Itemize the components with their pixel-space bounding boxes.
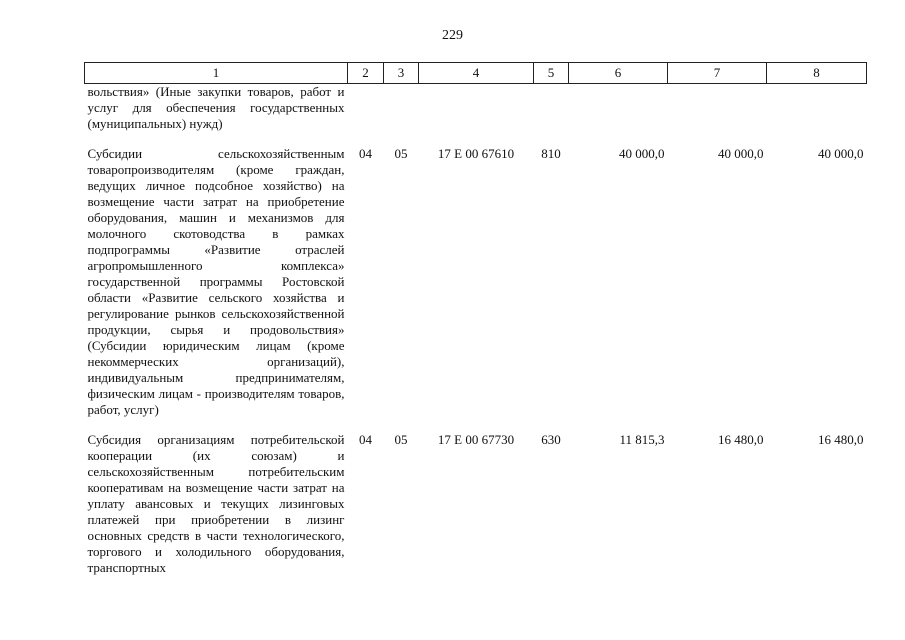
- row-target-article: [419, 84, 534, 133]
- column-header-5: 5: [534, 63, 569, 84]
- row-description: Субсидии сельскохозяйственным товаропроизводителям (кроме граждан, ведущих личное подсобное хозяйство) на возмещение части затрат на приобретение оборудования, машин и механизмов для молочного скотоводства в рамках подпрограммы «Развитие отраслей агропромышленного комплекса» государственной программы Ростовской области «Развитие сельского хозяйства и регулирование рынков сельскохозяйственной продукции, сырья и продовольствия» (Субсидии юридическим лицам (кроме некоммерческих организаций), индивидуальным предпринимателям, физическим лицам - производителям товаров, работ, услуг): [87, 146, 345, 417]
- row-amount-1: [569, 84, 668, 133]
- row-subsection: [384, 84, 419, 133]
- table-row: [85, 432, 867, 576]
- row-target-article: 17 Е 00 67610: [437, 146, 515, 161]
- row-subsection: 05: [394, 146, 408, 161]
- row-expense-type: [534, 84, 569, 133]
- column-header-6: 6: [569, 63, 668, 84]
- row-target-article: 17 Е 00 67730: [437, 432, 515, 447]
- row-amount-3: [767, 84, 867, 133]
- column-header-4: 4: [419, 63, 534, 84]
- page-number: 229: [442, 28, 463, 43]
- column-header-8: 8: [767, 63, 867, 84]
- row-amount-1: 11 815,3: [619, 432, 665, 447]
- row-spacer: [85, 418, 867, 432]
- row-expense-type: 630: [541, 432, 561, 447]
- row-expense-type: 810: [541, 146, 561, 161]
- row-description: Субсидия организациям потребительской кооперации (их союзам) и сельскохозяйственным потребительским кооперативам на возмещение части затрат на уплату авансовых и текущих лизинговых платежей при приобретении в лизинг основных средств в части технологического, торгового и холодильного оборудования, транспортных: [87, 432, 345, 575]
- table-row: [85, 84, 867, 133]
- table-row: [85, 146, 867, 418]
- row-section: [348, 84, 384, 133]
- budget-table: [84, 62, 867, 576]
- row-section: 04: [359, 146, 372, 161]
- row-amount-2: [668, 84, 767, 133]
- row-amount-1: 40 000,0: [619, 146, 665, 161]
- row-amount-3: 16 480,0: [818, 432, 864, 447]
- row-spacer: [85, 132, 867, 146]
- row-amount-2: 16 480,0: [718, 432, 764, 447]
- row-subsection: 05: [394, 432, 408, 447]
- row-amount-2: 40 000,0: [718, 146, 764, 161]
- column-header-3: 3: [384, 63, 419, 84]
- column-header-7: 7: [668, 63, 767, 84]
- row-description: вольствия» (Иные закупки товаров, работ и услуг для обеспечения государственных (муниципальных) нужд): [87, 84, 345, 131]
- column-header-2: 2: [348, 63, 384, 84]
- table-header-row: [85, 63, 867, 84]
- column-header-1: 1: [85, 63, 348, 84]
- row-section: 04: [359, 432, 372, 447]
- row-amount-3: 40 000,0: [818, 146, 864, 161]
